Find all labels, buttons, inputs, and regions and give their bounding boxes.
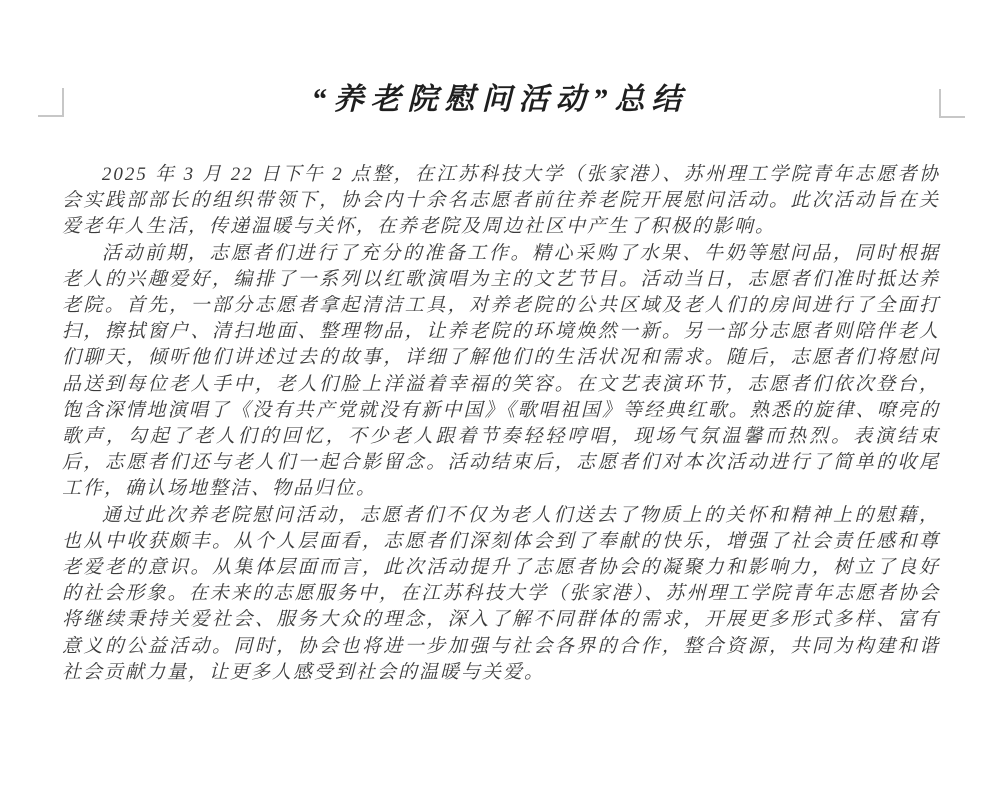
paragraph: 活动前期，志愿者们进行了充分的准备工作。精心采购了水果、牛奶等慰问品，同时根据老人的兴趣爱好，编排了一系列以红歌演唱为主的文艺节目。活动当日，志愿者们准时抵达养老院。首先，一部分志愿者拿起清洁工具，对养老院的公共区域及老人们的房间进行了全面打扫，擦拭窗户、清扫地面、整理物品，让养老院的环境焕然一新。另一部分志愿者则陪伴老人们聊天，倾听他们讲述过去的故事，详细了解他们的生活状况和需求。随后，志愿者们将慰问品送到每位老人手中，老人们脸上洋溢着幸福的笑容。在文艺表演环节，志愿者们依次登台，饱含深情地演唱了《没有共产党就没有新中国》《歌唱祖国》等经典红歌。熟悉的旋律、嘹亮的歌声，勾起了老人们的回忆，不少老人跟着节奏轻轻哼唱，现场气氛温馨而热烈。表演结束后，志愿者们还与老人们一起合影留念。活动结束后，志愿者们对本次活动进行了简单的收尾工作，确认场地整洁、物品归位。	[62, 242, 940, 500]
document-title: “养老院慰问活动”总结	[311, 83, 689, 116]
crop-mark-top-left	[38, 88, 64, 117]
crop-mark-top-right	[939, 89, 965, 118]
paragraph: 2025 年 3 月 22 日下午 2 点整，在江苏科技大学（张家港）、苏州理工学院青年志愿者协会实践部部长的组织带领下，协会内十余名志愿者前往养老院开展慰问活动。此次活动旨在关爱老年人生活，传递温暖与关怀，在养老院及周边社区中产生了积极的影响。	[62, 164, 940, 238]
paragraph: 通过此次养老院慰问活动，志愿者们不仅为老人们送去了物质上的关怀和精神上的慰藉，也从中收获颇丰。从个人层面看，志愿者们深刻体会到了奉献的快乐，增强了社会责任感和尊老爱老的意识。从集体层面而言，此次活动提升了志愿者协会的凝聚力和影响力，树立了良好的社会形象。在未来的志愿服务中，在江苏科技大学（张家港）、苏州理工学院青年志愿者协会将继续秉持关爱社会、服务大众的理念，深入了解不同群体的需求，开展更多形式多样、富有意义的公益活动。同时，协会也将进一步加强与社会各界的合作，整合资源，共同为构建和谐社会贡献力量，让更多人感受到社会的温暖与关爱。	[62, 504, 940, 683]
document-body	[62, 162, 940, 686]
document-page	[0, 74, 1000, 800]
